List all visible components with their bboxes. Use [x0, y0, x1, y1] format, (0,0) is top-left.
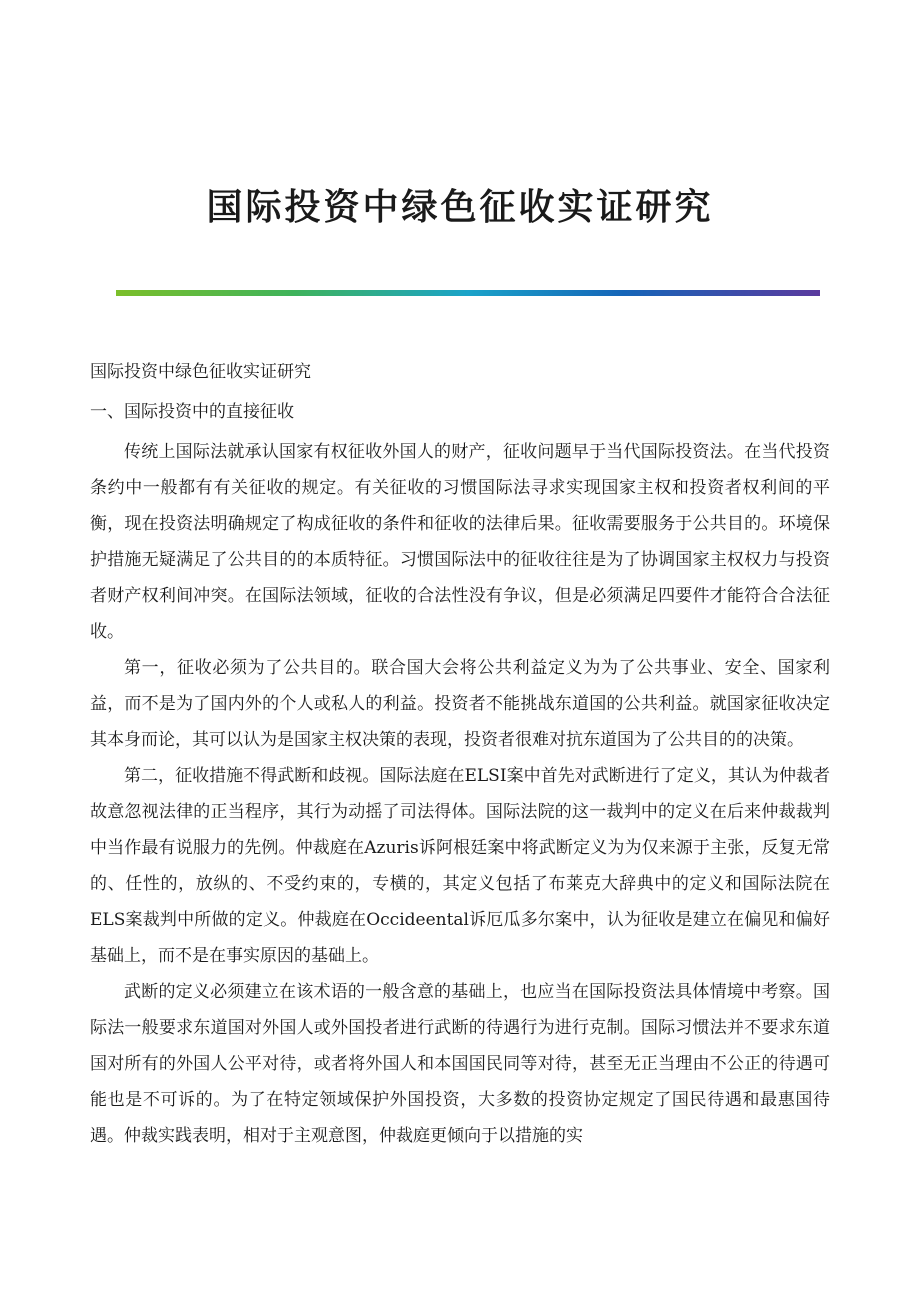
paragraph: 武断的定义必须建立在该术语的一般含意的基础上，也应当在国际投资法具体情境中考察。国际法一般要求东道国对外国人或外国投者进行武断的待遇行为进行克制。国际习惯法并不要求东道国对所有的外国人公平对待，或者将外国人和本国国民同等对待，甚至无正当理由不公正的待遇可能也是不可诉的。为了在特定领域保护外国投资，大多数的投资协定规定了国民待遇和最惠国待遇。仲裁实践表明，相对于主观意图，仲裁庭更倾向于以措施的实: [90, 982, 830, 1146]
document-subtitle: 国际投资中绿色征收实证研究: [90, 362, 311, 382]
title-divider: [116, 290, 820, 296]
document-body: [90, 354, 830, 1154]
document-title: 国际投资中绿色征收实证研究: [206, 187, 714, 228]
section-heading: 一、国际投资中的直接征收: [90, 402, 294, 422]
paragraph: 第一，征收必须为了公共目的。联合国大会将公共利益定义为为了公共事业、安全、国家利益，而不是为了国内外的个人或私人的利益。投资者不能挑战东道国的公共利益。就国家征收决定其本身而论，其可以认为是国家主权决策的表现，投资者很难对抗东道国为了公共目的的决策。: [90, 658, 830, 750]
paragraph: 第二，征收措施不得武断和歧视。国际法庭在ELSI案中首先对武断进行了定义，其认为仲裁者故意忽视法律的正当程序，其行为动摇了司法得体。国际法院的这一裁判中的定义在后来仲裁裁判中当作最有说服力的先例。仲裁庭在Azuris诉阿根廷案中将武断定义为为仅来源于主张，反复无常的、任性的，放纵的、不受约束的，专横的，其定义包括了布莱克大辞典中的定义和国际法院在ELS案裁判中所做的定义。仲裁庭在Occideental诉厄瓜多尔案中，认为征收是建立在偏见和偏好基础上，而不是在事实原因的基础上。: [90, 766, 830, 966]
paragraph: 传统上国际法就承认国家有权征收外国人的财产，征收问题早于当代国际投资法。在当代投资条约中一般都有有关征收的规定。有关征收的习惯国际法寻求实现国家主权和投资者权利间的平衡，现在投资法明确规定了构成征收的条件和征收的法律后果。征收需要服务于公共目的。环境保护措施无疑满足了公共目的的本质特征。习惯国际法中的征收往往是为了协调国家主权权力与投资者财产权利间冲突。在国际法领域，征收的合法性没有争议，但是必须满足四要件才能符合合法征收。: [90, 442, 830, 642]
